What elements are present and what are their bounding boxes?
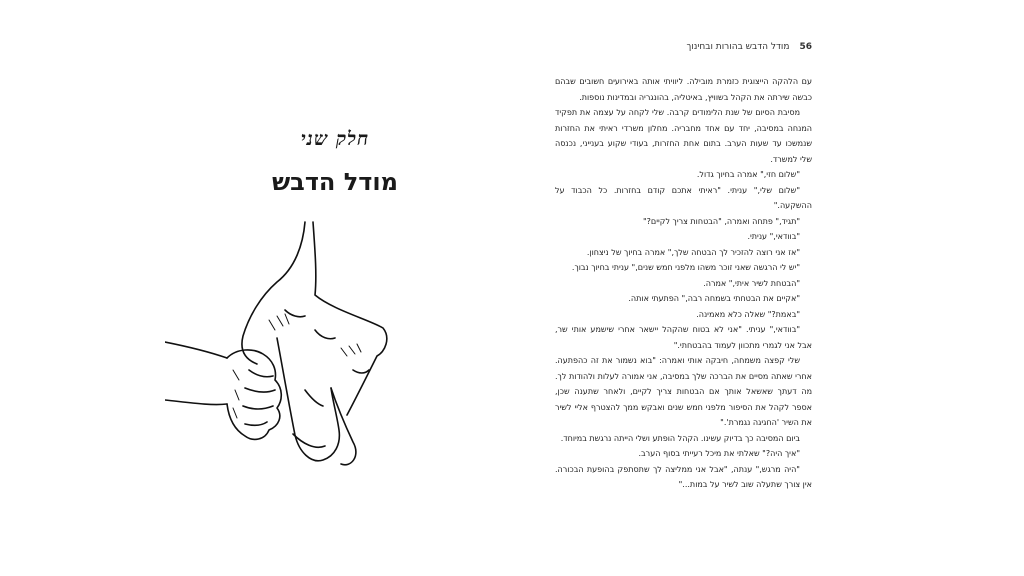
running-head xyxy=(555,42,812,52)
paragraph: עם הלהקה הייצוגית כזמרת מובילה. ליוויתי אותה באירועים חשובים שבהם כבשה שירתה את הקהל בשוויץ, באיטליה, בהונגריה ובמדינות נוספות. xyxy=(555,77,812,102)
paragraph: "אז אני רוצה להזכיר לך הבטחה שלך," אמרה בחיוך של ניצחון. xyxy=(586,247,800,257)
paragraph: ביום המסיבה כך בדיוק עשינו. הקהל הופתע ושלי הייתה נרגשת במיוחד. xyxy=(560,433,800,443)
running-head-title: מודל הדבש בהורות ובחינוך xyxy=(686,42,790,52)
paragraph: "יש לי הרגשה שאני זוכר משהו מלפני חמש שנים," עניתי בחיוך נבוך. xyxy=(571,263,800,272)
paragraph: "בוודאי," עניתי. xyxy=(747,232,800,241)
paragraph: "בוודאי," עניתי. "אני לא בטוח שהקהל יישאר אחרי שישמע אותי שר, אבל אני לגמרי מתכוון לעמוד בהבטחתי." xyxy=(555,325,812,350)
body-text xyxy=(555,74,812,493)
paragraph: "תגיד," פתחה ואמרה, "הבטחות צריך לקיים?" xyxy=(642,216,800,226)
part-label: חלק שני xyxy=(300,128,370,150)
paragraph: "איך היה?" שאלתי את מיכל רעייתי בסוף הערב. xyxy=(638,449,800,458)
paragraph: "שלום שלי," עניתי. "ראיתי אתכם קודם בחזרות. כל הכבוד על ההשקעה." xyxy=(555,185,812,210)
paragraph: "באמת?" שאלה כלא מאמינה. xyxy=(696,309,800,319)
paragraph: "אקיים את הבטחתי בשמחה רבה," הפתעתי אותה. xyxy=(628,294,800,303)
page-number: 56 xyxy=(799,42,812,52)
paragraph: "היה מרגש," ענתה, "אבל אני ממליצה לך שתסתפק בהופעת הבכורה. אין צורך שתעלה שוב לשיר על במות..." xyxy=(555,464,812,489)
hands-illustration xyxy=(165,220,395,470)
paragraph: "שלום חזי," אמרה בחיוך גדול. xyxy=(696,170,800,179)
paragraph: מסיבת הסיום של שנת הלימודים קרבה. שלי לקחה על עצמה את תפקיד המנחה במסיבה, יחד עם אחד מחבריה. מחלון משרדי ראיתי את החזרות שנמשכו עד שעות הערב. בתום אחת החזרות, בעודי שקוע בענייני, נכנסה שלי למשרד. xyxy=(555,108,812,164)
paragraph: "הבטחת לשיר איתי," אמרה. xyxy=(703,278,800,288)
part-title: מודל הדבש xyxy=(271,168,399,196)
paragraph: שלי קפצה משמחה, חיבקה אותי ואמרה: "בוא נשמור את זה כהפתעה. אחרי שאתה מסיים את הברכה שלך במסיבה, אני אמורה לעלות ולהודות לך. מה דעתך שאשאל אותך אם הבטחות צריך לקיים, ולאחר שתענה שכן, אספר לקהל את הסיפור מלפני חמש שנים ואבקש ממך להצטרף אליי לשיר את השיר 'החגיגה נגמרת'." xyxy=(555,356,812,427)
